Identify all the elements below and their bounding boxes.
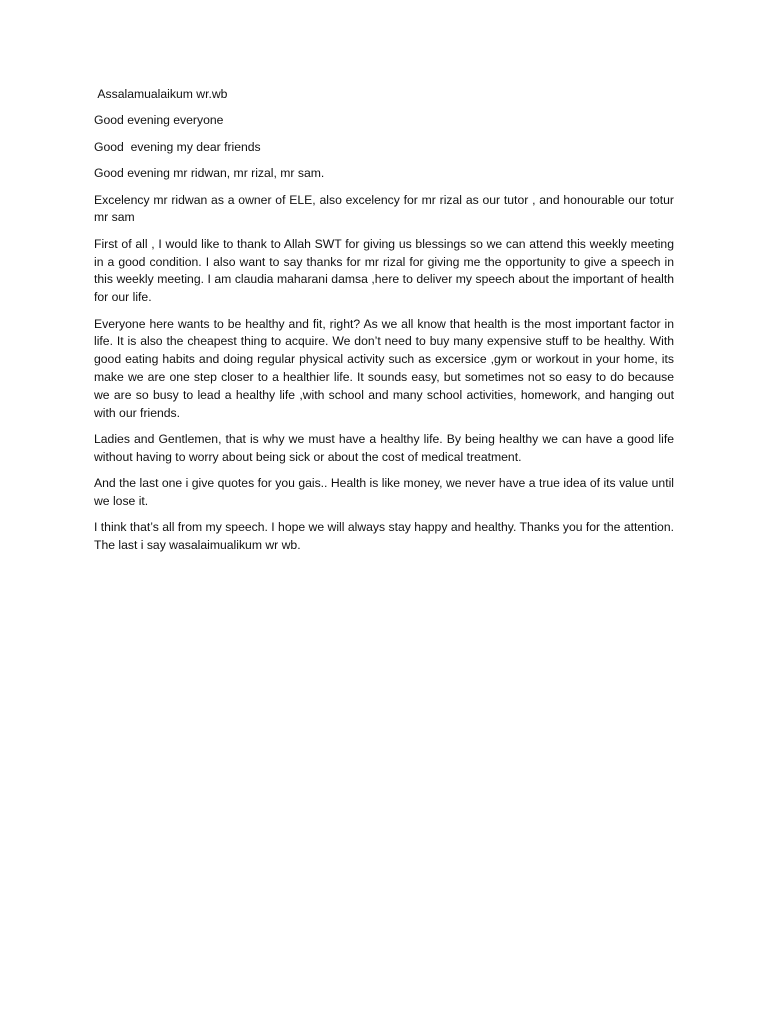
paragraph-healthy: Everyone here wants to be healthy and fit, right? As we all know that health is the most important factor in life. It is also the cheapest thing to acquire. We don’t need to buy many expensive stuff to be healthy. With good eating habits and doing regular physical activity such as excersice ,gym or workout in your home, its make we are one step closer to a healthier life. It sounds easy, but sometimes not so easy to do because we are so busy to lead a healthy life ,with school and many school activities, homework, and hanging out with our friends. — [94, 316, 674, 420]
speech-text-body — [94, 86, 674, 563]
greeting-friends: Good evening my dear friends — [94, 139, 261, 154]
paragraph-opening: First of all , I would like to thank to Allah SWT for giving us blessings so we can attend this weekly meeting in a good condition. I also want to say thanks for mr rizal for giving me the opportunity to give a speech in this weekly meeting. I am claudia maharani damsa ,here to deliver my speech about the important of health for our life. — [94, 236, 674, 305]
greeting-salam: Assalamualaikum wr.wb — [94, 87, 228, 101]
paragraph-ladies-gentlemen: Ladies and Gentlemen, that is why we must have a healthy life. By being healthy we can have a good life without having to worry about being sick or about the cost of medical treatment. — [94, 431, 674, 464]
paragraph-closing: I think that’s all from my speech. I hope we will always stay happy and healthy. Thanks you for the attention. The last i say wasalaimualikum wr wb. — [94, 520, 674, 553]
greeting-teachers: Good evening mr ridwan, mr rizal, mr sam. — [94, 166, 325, 181]
paragraph-quote: And the last one i give quotes for you gais.. Health is like money, we never have a true idea of its value until we lose it. — [94, 476, 674, 508]
paragraph-excelency: Excelency mr ridwan as a owner of ELE, also excelency for mr rizal as our tutor , and honourable our totur mr sam — [94, 192, 674, 225]
greeting-everyone: Good evening everyone — [94, 113, 224, 128]
